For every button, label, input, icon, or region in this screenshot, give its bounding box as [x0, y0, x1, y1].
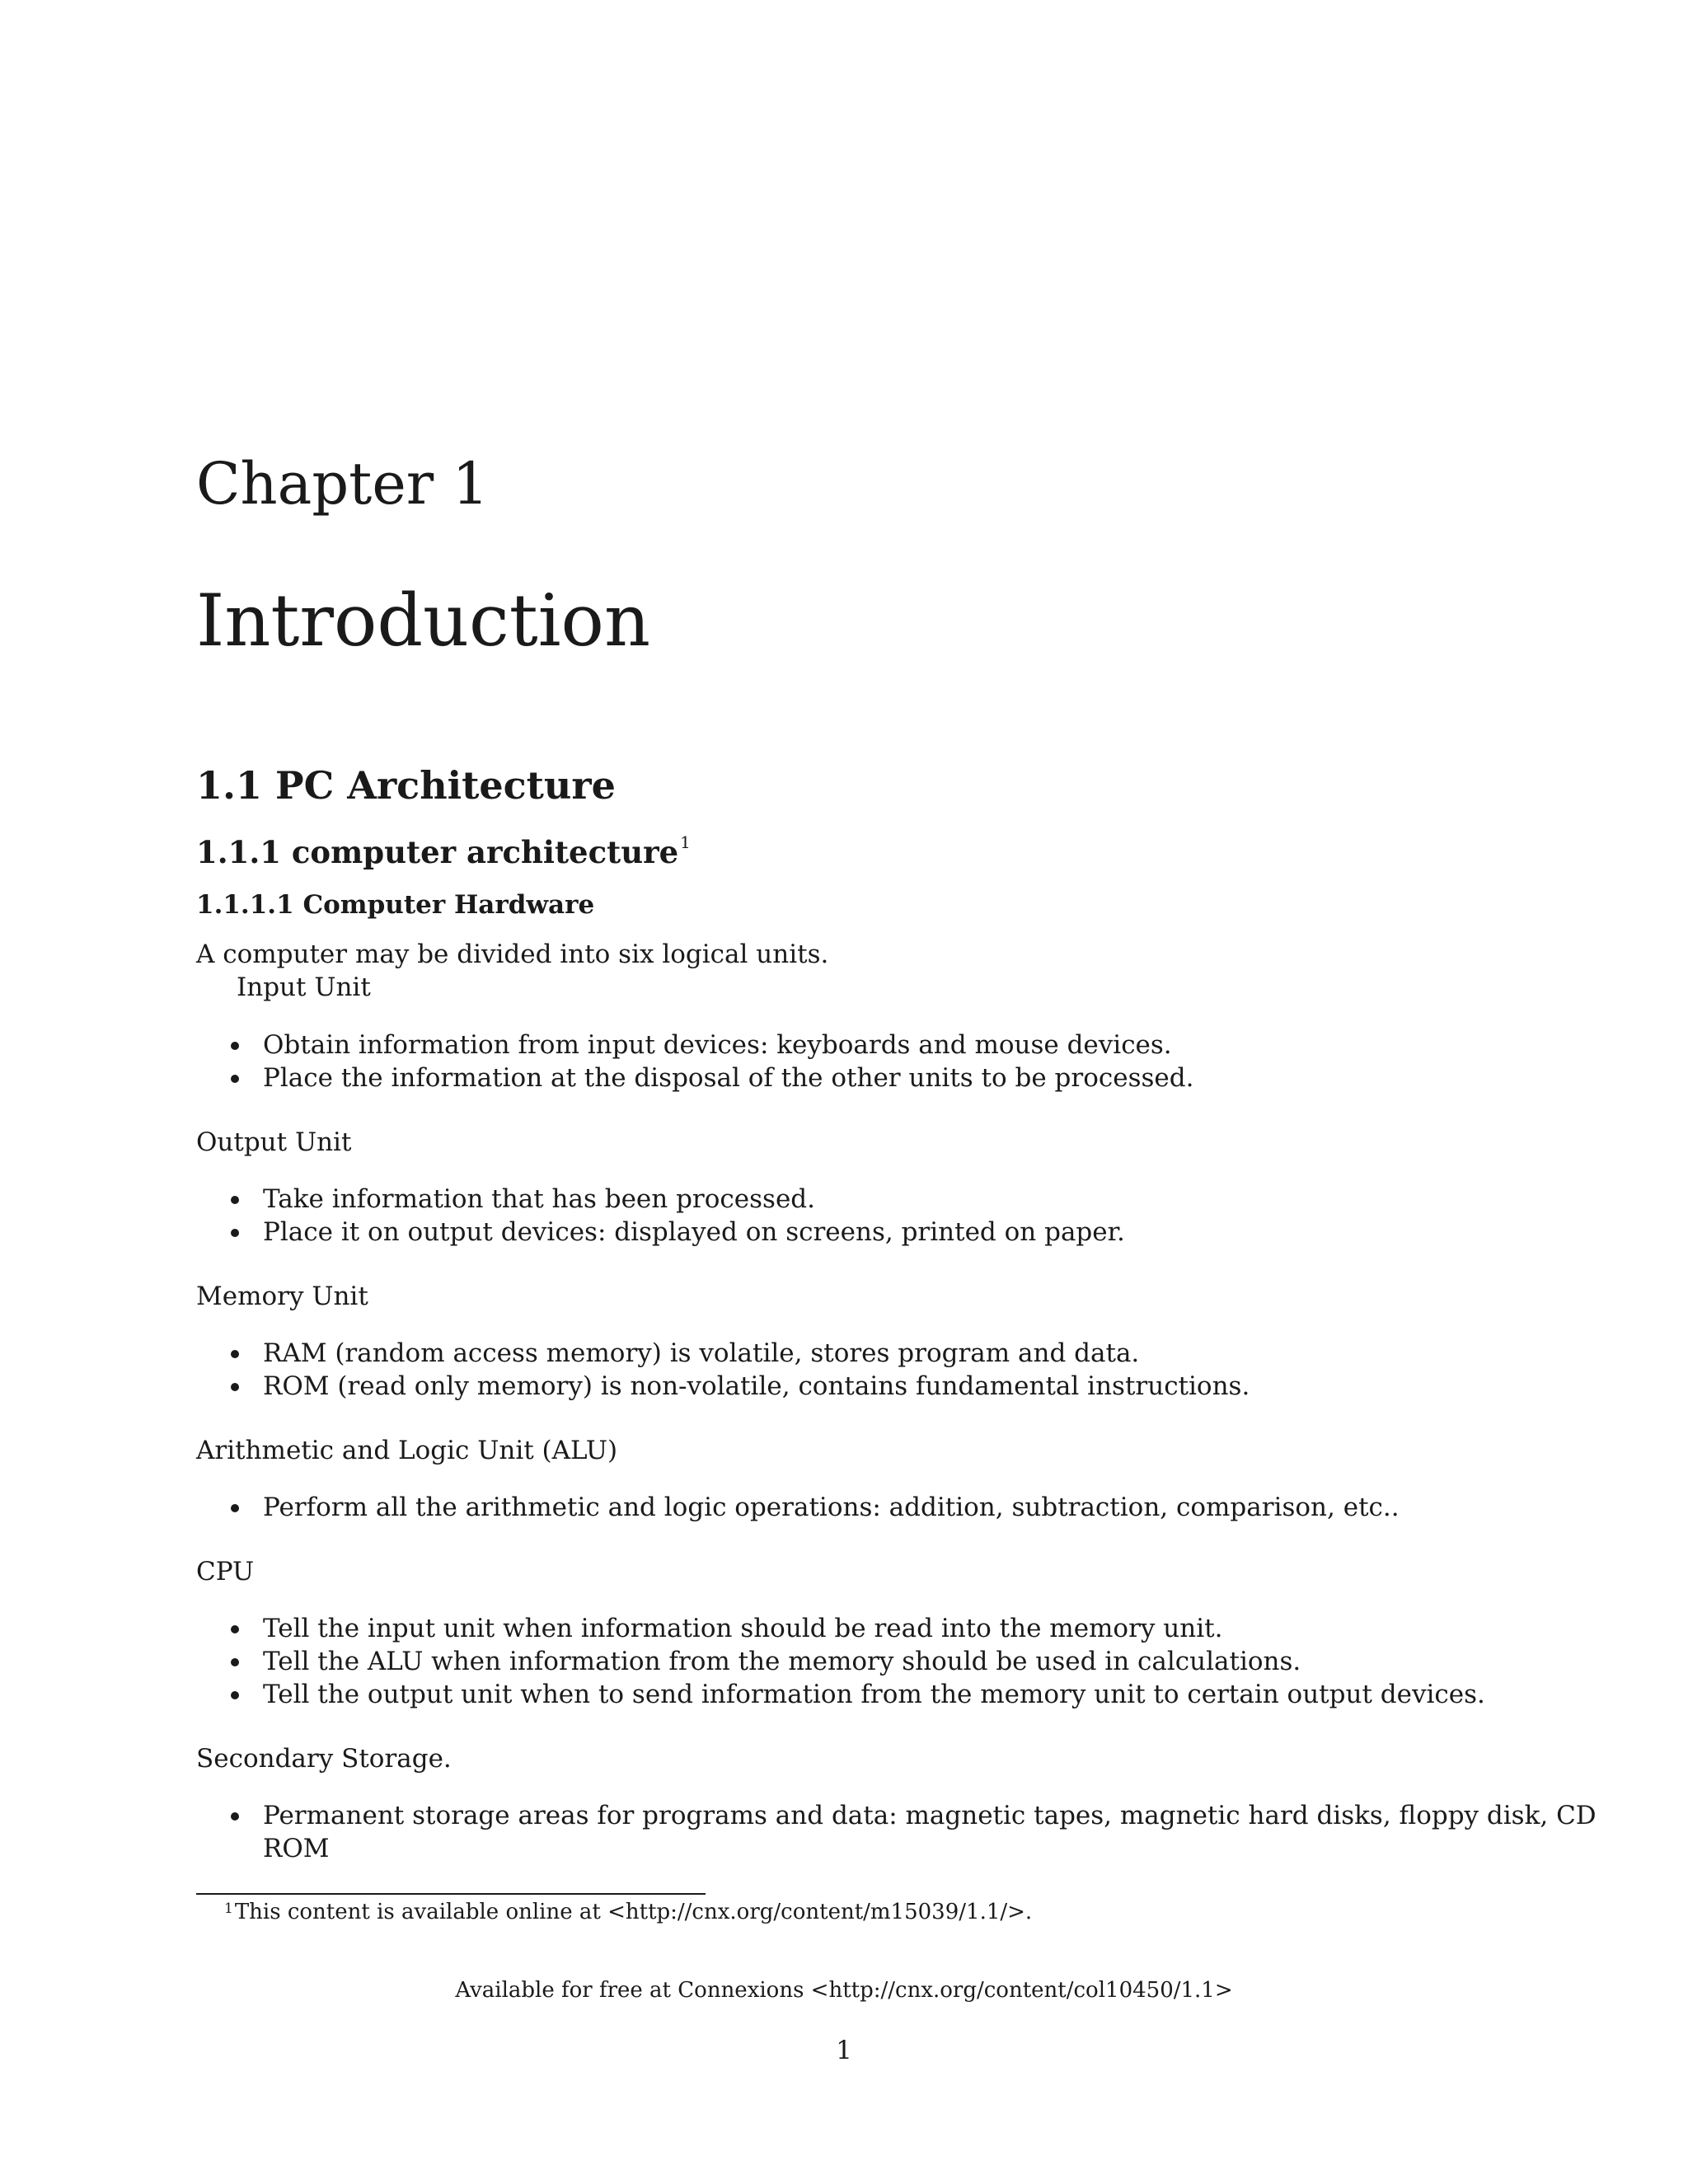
footnote-divider — [196, 1893, 706, 1895]
page-footer[interactable]: Available for free at Connexions <http://cnx.org/content/col10450/1.1> — [455, 1978, 1233, 2003]
unit-heading-secondary-storage: Secondary Storage. — [196, 1744, 452, 1774]
bullet-icon — [231, 1042, 239, 1050]
footnote-text[interactable]: This content is available online at <http://cnx.org/content/m15039/1.1/>. — [234, 1900, 1033, 1924]
section-heading: 1.1 PC Architecture — [196, 763, 616, 808]
footnote-marker[interactable]: 1 — [680, 832, 691, 852]
bullet-icon — [231, 1504, 239, 1512]
list-item-text: ROM — [263, 1834, 330, 1863]
unit-heading-output: Output Unit — [196, 1127, 352, 1157]
bullet-icon — [231, 1812, 239, 1821]
unit-heading-cpu: CPU — [196, 1557, 255, 1586]
list-item-text: Permanent storage areas for programs and data: magnetic tapes, magnetic hard disks, floppy disk, CD — [263, 1801, 1597, 1830]
bullet-icon — [231, 1350, 239, 1358]
list-item-text: Obtain information from input devices: keyboards and mouse devices. — [263, 1030, 1172, 1060]
intro-paragraph: A computer may be divided into six logical units. — [196, 940, 829, 969]
bullet-icon — [231, 1196, 239, 1204]
bullet-icon — [231, 1229, 239, 1237]
list-item-text: Tell the input unit when information should be read into the memory unit. — [263, 1614, 1223, 1643]
bullet-icon — [231, 1691, 239, 1699]
list-item-text: Place the information at the disposal of the other units to be processed. — [263, 1063, 1194, 1093]
chapter-title: Introduction — [196, 579, 650, 663]
footnote — [224, 1897, 1032, 1927]
unit-heading-memory: Memory Unit — [196, 1282, 368, 1311]
bullet-icon — [231, 1625, 239, 1633]
subsection-heading — [196, 832, 691, 870]
list-item-text: Perform all the arithmetic and logic operations: addition, subtraction, comparison, etc.. — [263, 1493, 1400, 1522]
list-item-text: RAM (random access memory) is volatile, stores program and data. — [263, 1338, 1140, 1368]
list-item-text: Place it on output devices: displayed on screens, printed on paper. — [263, 1217, 1125, 1247]
bullet-icon — [231, 1658, 239, 1666]
bullet-icon — [231, 1383, 239, 1391]
list-item-text: Tell the ALU when information from the memory should be used in calculations. — [263, 1647, 1301, 1676]
unit-heading-input: Input Unit — [237, 972, 371, 1002]
bullet-icon — [231, 1075, 239, 1083]
chapter-label: Chapter 1 — [196, 450, 489, 518]
page-number: 1 — [836, 2036, 852, 2065]
list-item-text: ROM (read only memory) is non-volatile, contains fundamental instructions. — [263, 1371, 1250, 1401]
unit-heading-alu: Arithmetic and Logic Unit (ALU) — [196, 1436, 618, 1465]
list-item-text: Take information that has been processed. — [263, 1184, 815, 1214]
subsubsection-heading: 1.1.1.1 Computer Hardware — [196, 890, 595, 920]
list-item-text: Tell the output unit when to send information from the memory unit to certain output devices. — [263, 1680, 1485, 1709]
footnote-number: 1 — [224, 1900, 233, 1917]
subsection-heading-text: 1.1.1 computer architecture — [196, 834, 679, 870]
